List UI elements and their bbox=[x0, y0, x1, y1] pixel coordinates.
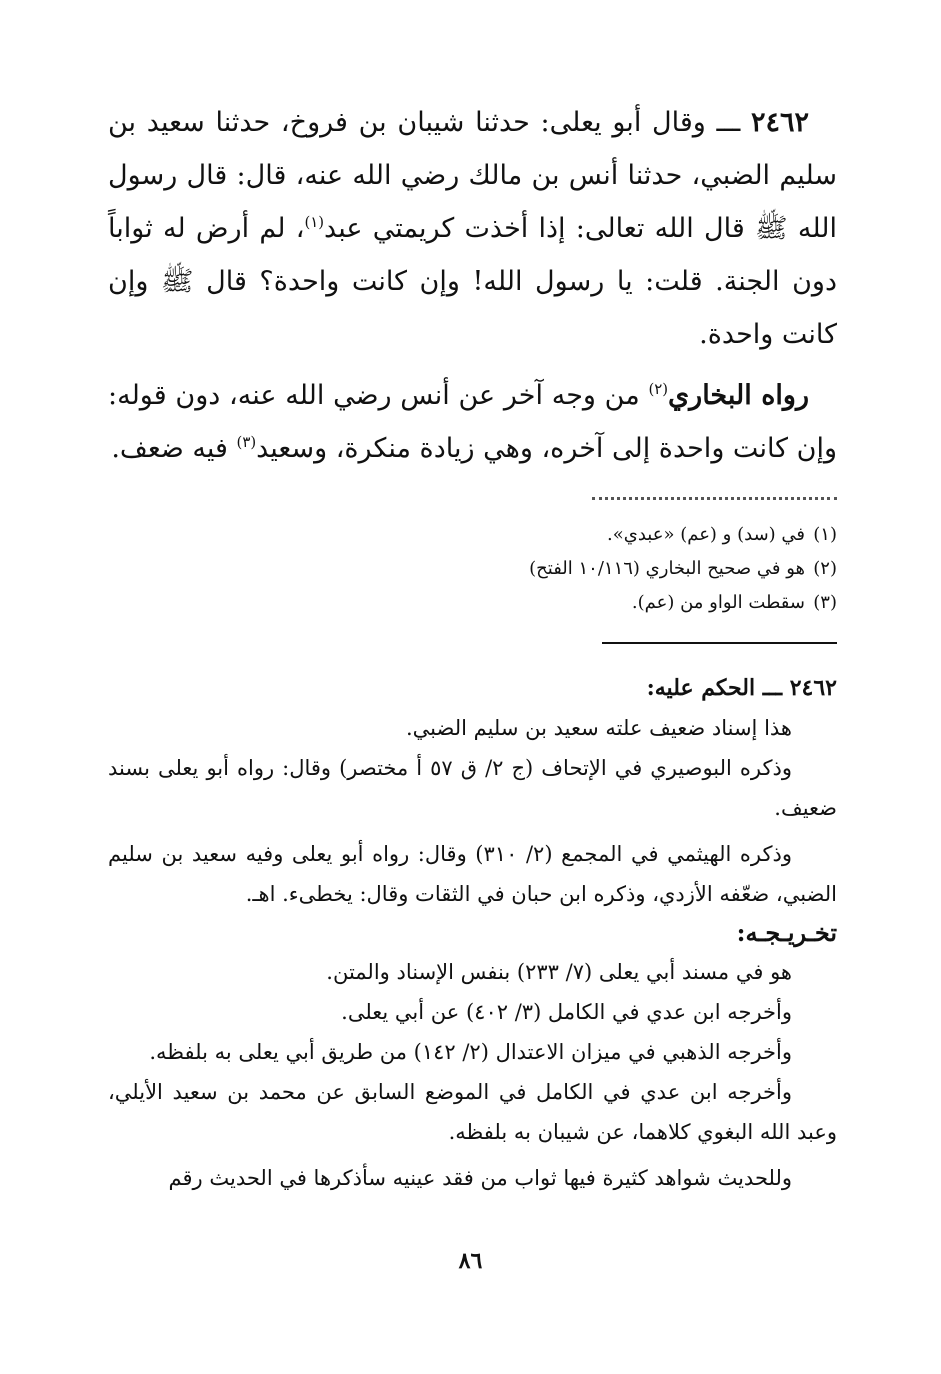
takhrij-paragraph: هو في مسند أبي يعلى (٧/ ٢٣٣) بنفس الإسناد والمتن. bbox=[326, 960, 792, 984]
footnote-ref-3: (٣) bbox=[236, 433, 257, 451]
ruling-paragraph: وذكره الهيثمي في المجمع (٢/ ٣١٠) وقال: رواه أبو يعلى وفيه سعيد بن سليم الضبي، ضعّفه الأزدي، وذكره ابن حبان في الثقات وقال: يخطىء. اهـ. bbox=[108, 842, 837, 906]
takhrij-paragraph: وأخرجه ابن عدي في الكامل (٣/ ٤٠٢) عن أبي يعلى. bbox=[341, 1000, 792, 1024]
takhrij-paragraph: وللحديث شواهد كثيرة فيها ثواب من فقد عينيه سأذكرها في الحديث رقم bbox=[168, 1166, 792, 1190]
hadith-text: ٢٤٦٢ ـــ وقال أبو يعلى: حدثنا شيبان بن فروخ، حدثنا سعيد بن سليم الضبي، حدثنا أنس بن مالك رضي الله عنه، قال: قال رسول الله ﷺ قال الله تعالى: إذا أخذت كريمتي عبد$^{(١)}$، لم أرض له ثواباً دون الجنة. قلت: يا رسول الله! وإن كانت واحدة؟ قال ﷺ وإن كانت واحدة. bbox=[108, 107, 837, 350]
takhrij-paragraph: وأخرجه الذهبي في ميزان الاعتدال (٢/ ١٤٢) من طريق أبي يعلى به بلفظه. bbox=[149, 1040, 792, 1064]
hadith-number: ٢٤٦٢ bbox=[750, 107, 809, 138]
ruling-paragraph: هذا إسناد ضعيف علته سعيد بن سليم الضبي. bbox=[405, 716, 792, 740]
footnote-item: (١)في (سد) و (عم) «عبدي». bbox=[607, 524, 837, 545]
takhrij-heading: تخـريـجـه: bbox=[736, 918, 837, 947]
footnote-item: (٣)سقطت الواو من (عم). bbox=[631, 592, 837, 613]
takhrij-paragraph: وأخرجه ابن عدي في الكامل في الموضع السابق عن محمد بن سعيد الأيلي، وعبد الله البغوي كلاهما، عن شيبان به بلفظه. bbox=[108, 1080, 837, 1144]
page-number: ٨٦ bbox=[458, 1248, 483, 1274]
footnote-ref-2: (٢) bbox=[648, 380, 669, 398]
hadith-section bbox=[108, 96, 837, 475]
footnote-separator bbox=[592, 497, 837, 508]
section-divider bbox=[602, 642, 837, 644]
ruling-paragraph: وذكره البوصيري في الإتحاف (ج ٢/ ق ٥٧ أ مختصر) وقال: رواه أبو يعلى بسند ضعيف. bbox=[108, 756, 837, 820]
footnote-ref-1: (١) bbox=[304, 213, 325, 231]
commentary-section bbox=[108, 668, 837, 1198]
ruling-heading: ٢٤٦٢ ـــ الحكم عليه: bbox=[646, 675, 837, 701]
narration-text: رواه البخاري$^{(٢)}$ من وجه آخر عن أنس رضي الله عنه، دون قوله: وإن كانت واحدة إلى آخره، وهي زيادة منكرة، وسعيد$^{(٣)}$ فيه ضعف. bbox=[108, 380, 837, 464]
narration-lead: رواه البخاري bbox=[668, 380, 810, 411]
footnote-item: (٢)هو في صحيح البخاري (١٠/١١٦ الفتح) bbox=[529, 558, 837, 579]
footnotes bbox=[108, 518, 837, 620]
